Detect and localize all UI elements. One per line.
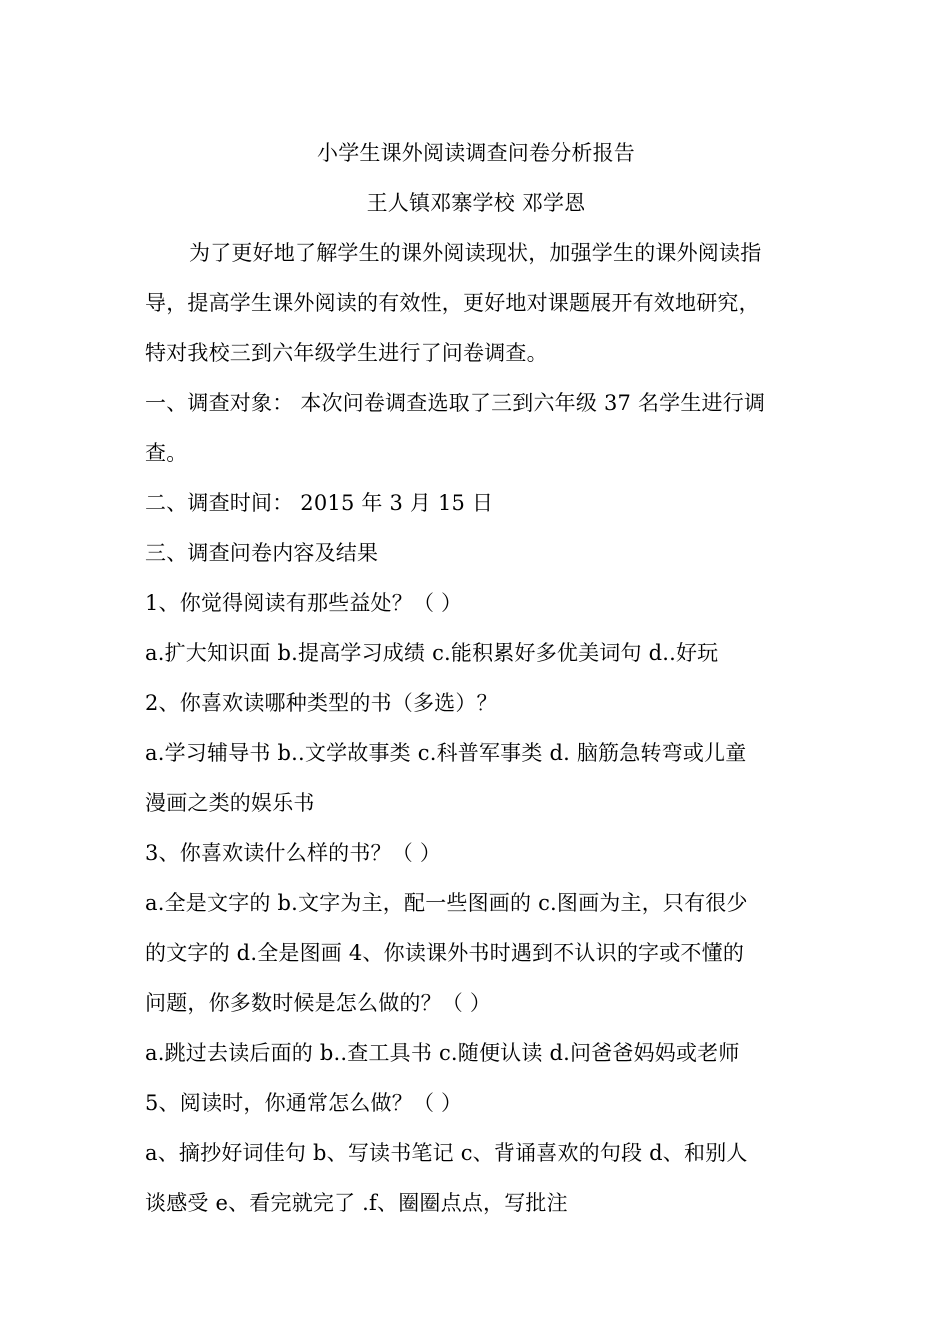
- question-1: 1、你觉得阅读有那些益处？（ ）: [145, 591, 463, 615]
- author-line: 王人镇邓寨学校 邓学恩: [366, 191, 586, 215]
- question-3-options-line-2: 的文字的 d.全是图画 4、你读课外书时遇到不认识的字或不懂的: [145, 941, 745, 965]
- section1-line-1: 一、调查对象： 本次问卷调查选取了三到六年级 37 名学生进行调: [145, 391, 766, 415]
- question-2-options-line-2: 漫画之类的娱乐书: [145, 791, 315, 815]
- document-title: 小学生课外阅读调查问卷分析报告: [317, 141, 635, 165]
- question-2-options-line-1: a.学习辅导书 b..文学故事类 c.科普军事类 d. 脑筋急转弯或儿童: [145, 741, 747, 765]
- intro-line-3: 特对我校三到六年级学生进行了问卷调查。: [145, 341, 548, 365]
- question-5-options-line-1: a、摘抄好词佳句 b、写读书笔记 c、背诵喜欢的句段 d、和别人: [145, 1141, 748, 1165]
- question-4-options: a.跳过去读后面的 b..查工具书 c.随便认读 d.问爸爸妈妈或老师: [145, 1041, 740, 1065]
- document-page: [145, 128, 807, 1228]
- section2-heading: 二、调查时间： 2015 年 3 月 15 日: [145, 491, 494, 515]
- question-5: 5、阅读时，你通常怎么做？（ ）: [145, 1091, 463, 1115]
- question-3: 3、你喜欢读什么样的书？（ ）: [145, 841, 442, 865]
- question-3-options-line-1: a.全是文字的 b.文字为主，配一些图画的 c.图画为主，只有很少: [145, 891, 748, 915]
- intro-line-1: 为了更好地了解学生的课外阅读现状，加强学生的课外阅读指: [189, 241, 762, 265]
- question-1-options: a.扩大知识面 b.提高学习成绩 c.能积累好多优美词句 d..好玩: [145, 641, 719, 665]
- intro-line-2: 导，提高学生课外阅读的有效性，更好地对课题展开有效地研究，: [145, 291, 760, 315]
- question-5-options-line-2: 谈感受 e、看完就完了 .f、圈圈点点，写批注: [145, 1191, 568, 1215]
- section1-line-2: 查。: [145, 441, 188, 465]
- question-2: 2、你喜欢读哪种类型的书（多选）？: [145, 691, 498, 715]
- question-3-options-line-3: 问题，你多数时候是怎么做的？（ ）: [145, 991, 492, 1015]
- section3-heading: 三、调查问卷内容及结果: [145, 541, 379, 565]
